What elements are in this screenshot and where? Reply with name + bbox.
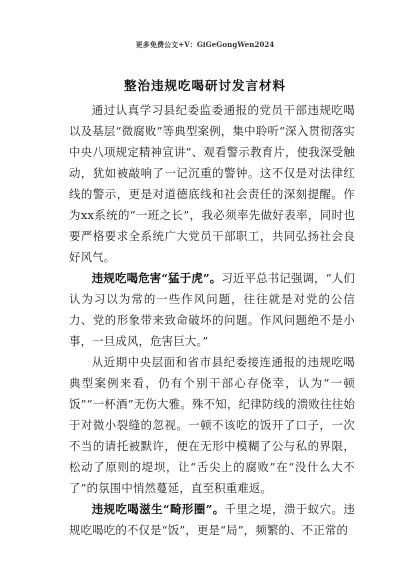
paragraph-harm (69, 268, 355, 352)
paragraph-lead: 违规吃喝危害“猛于虎”。 (91, 271, 222, 285)
paragraph-text: 从近期中央层面和省市县纪委接连通报的违规吃喝典型案例来看，仍有个别干部心存侥幸，认为“一顿饭”“一杯酒”无伤大雅。殊不知，纪律防线的溃败往往始于对微小裂缝的忽视。一顿不该吃的饭开了口子，一次不当的请托被默许，便在无形中模糊了公与私的界限，松动了原则的堤坝，让“舌尖上的腐败”在“没什么大不了”的氛围中悄然蔓延，直至积重难返。 (69, 355, 355, 495)
header-note: 更多免费公文+V：GiGeGongWen2024 (135, 40, 275, 49)
paragraph-text: 千里之堤，溃于蚁穴。违规吃喝吃的不仅是“饭”，更是“局”，频繁的、不正常的 (69, 502, 355, 537)
document-body (69, 100, 355, 541)
paragraph-intro (69, 100, 355, 268)
paragraph-cases (69, 352, 355, 499)
paragraph-text: 通过认真学习县纪委监委通报的党员干部违规吃喝以及基层“微腐败”等典型案例，集中聆听“深入贯彻落实中央八项规定精神宣讲”、观看警示教育片，使我深受触动，犹如被敲响了一记沉重的警钟。这不仅是对法律红线的警示，更是对道德底线和社会责任的深刻提醒。作为xx系统的“一班之长”，我必须率先做好表率，同时也要严格要求全系统广大党员干部职工，共同弘扬社会良好风气。 (69, 103, 355, 264)
paragraph-text: 习近平总书记强调，“人们认为习以为常的一些作风问题，往往就是对党的公信力、党的形象带来致命破坏的问题。作风问题绝不是小事，一旦成风，危害巨大。” (69, 271, 355, 348)
paragraph-lead: 违规吃喝滋生“畸形圈”。 (91, 502, 225, 516)
paragraph-circle (69, 499, 355, 541)
document-title: 整治违规吃喝研讨发言材料 (123, 78, 286, 93)
